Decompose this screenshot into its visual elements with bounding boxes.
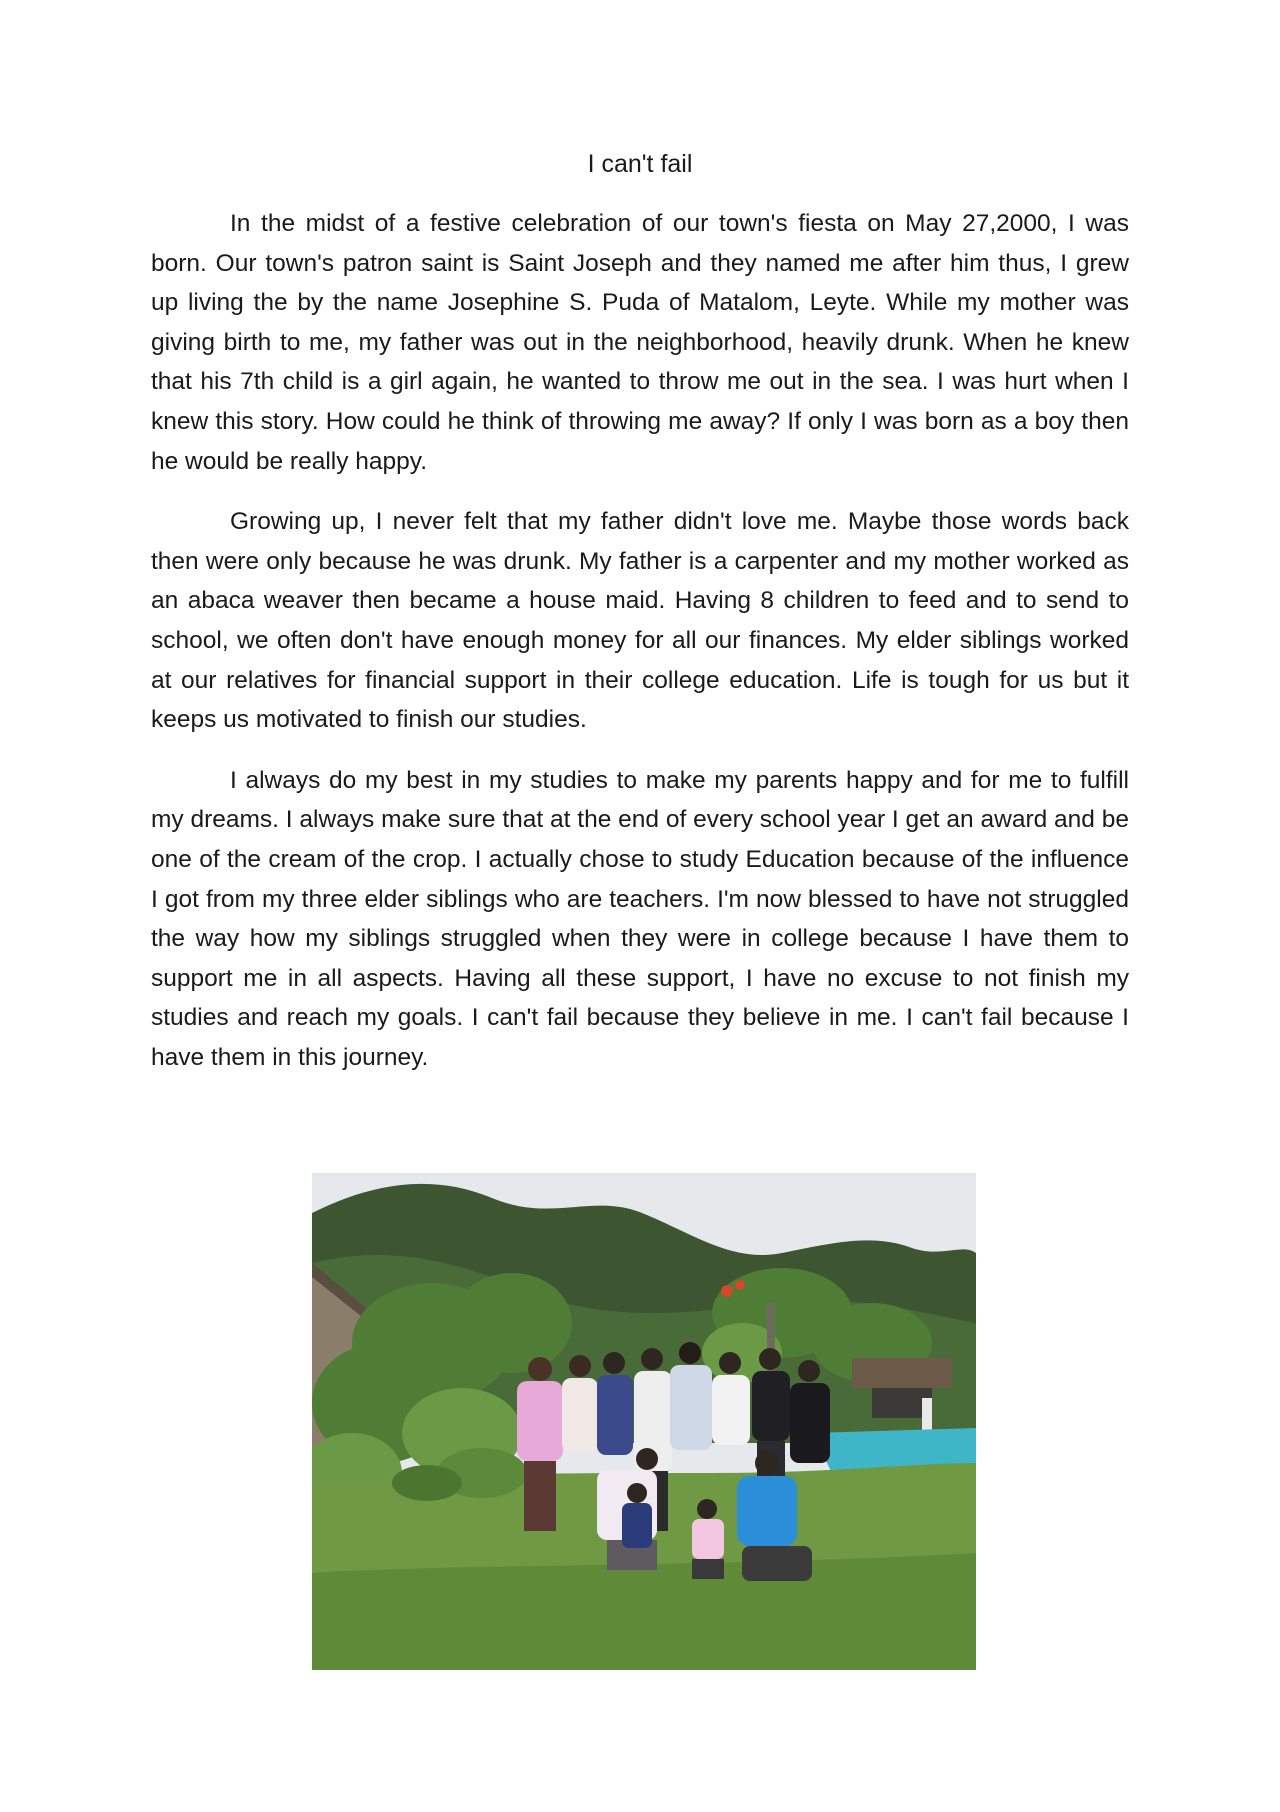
paragraph-2: Growing up, I never felt that my father didn't love me. Maybe those words back then were only because he was drunk. My father is a carpenter and my mother worked as an abaca weaver then became a house maid. Having 8 children to feed and to send to school, we often don't have enough money for all our finances. My elder siblings worked at our relatives for financial support in their college education. Life is tough for us but it keeps us motivated to finish our studies. [151,508,1129,734]
paragraph-1: In the midst of a festive celebration of our town's fiesta on May 27,2000, I was born. Our town's patron saint is Saint Joseph and they named me after him thus, I grew up living the by the name Josephine S. Puda of Matalom, Leyte. While my mother was giving birth to me, my father was out in the neighborhood, heavily drunk. When he knew that his 7th child is a girl again, he wanted to throw me out in the sea. I was hurt when I knew this story. How could he think of throwing me away? If only I was born as a boy then he would be really happy. [151,210,1129,475]
paragraph-3: I always do my best in my studies to make my parents happy and for me to fulfill my dreams. I always make sure that at the end of every school year I get an award and be one of the cream of the crop. I actually chose to study Education because of the influence I got from my three elder siblings who are teachers. I'm now blessed to have not struggled the way how my siblings struggled when they were in college because I have them to support me in all aspects. Having all these support, I have no excuse to not finish my studies and reach my goals. I can't fail because they believe in me. I can't fail because I have them in this journey. [151,766,1129,1071]
page-title: I can't fail [587,150,693,178]
essay-body [151,204,1129,1098]
family-photo [312,1173,976,1670]
